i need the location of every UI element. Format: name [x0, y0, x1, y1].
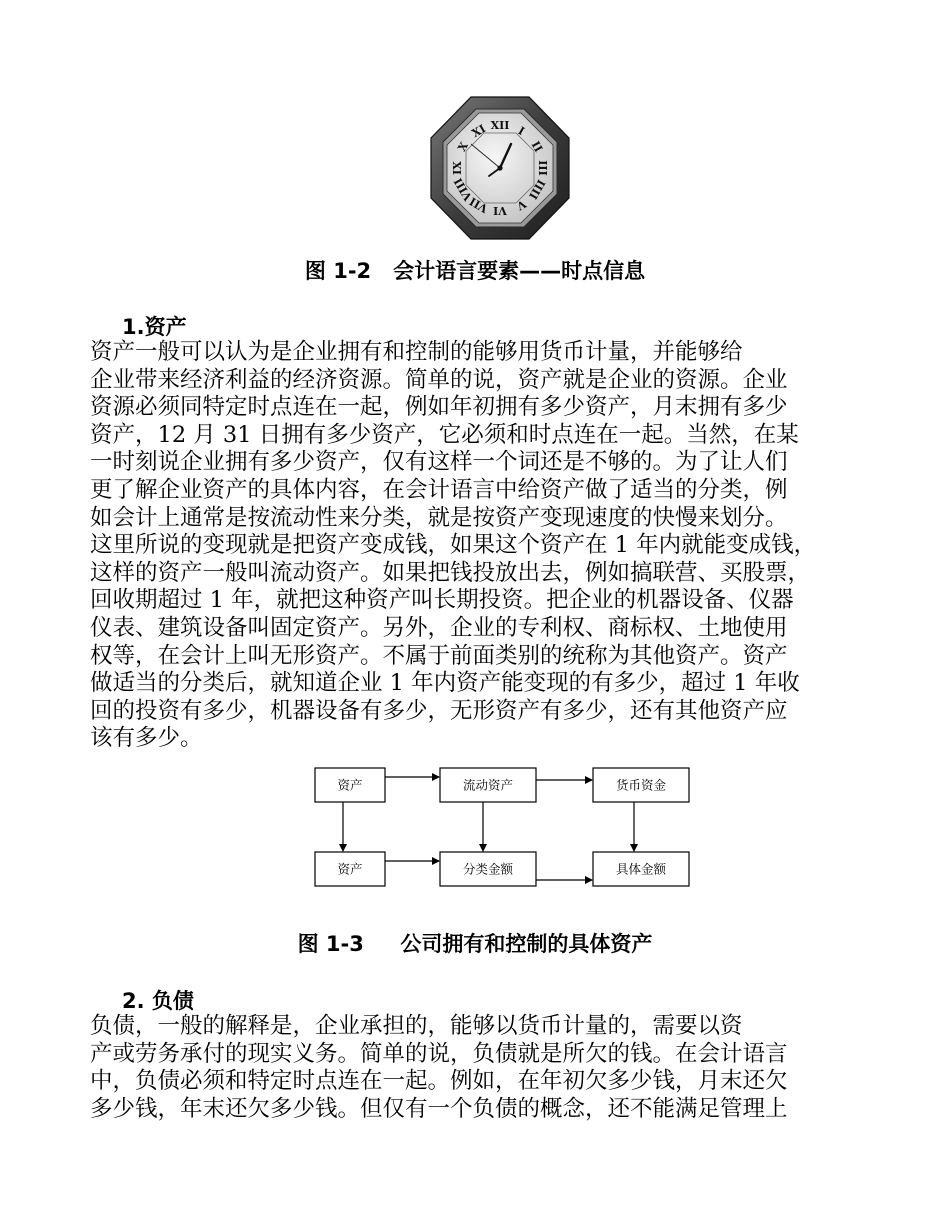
paragraph-line: 负债，一般的解释是，企业承担的，能够以货币计量的，需要以资 [90, 1013, 743, 1039]
clock-numeral: IIII [526, 177, 548, 202]
clock-numeral: VII [467, 194, 491, 216]
paragraph-line: 做适当的分类后，就知道企业 1 年内资产能变现的有多少，超过 1 年收 [90, 670, 800, 697]
clock-numeral: XII [490, 119, 510, 132]
clock-numeral: VI [493, 204, 507, 217]
figure-1-2-caption: 图 1-2 会计语言要素——时点信息 [304, 259, 646, 283]
section-2-paragraph [90, 1013, 890, 1123]
paragraph-line: 仪表、建筑设备叫固定资产。另外，企业的专利权、商标权、土地使用 [90, 614, 788, 641]
paragraph-line: 该有多少。 [90, 725, 203, 752]
paragraph-line: 回收期超过 1 年，就把这种资产叫长期投资。把企业的机器设备、仪器 [90, 587, 794, 614]
section-1-paragraph [90, 339, 890, 753]
clock-numeral: III [536, 160, 549, 176]
clock-numeral: IX [451, 161, 464, 175]
paragraph-line: 更了解企业资产的具体内容，在会计语言中给资产做了适当的分类，例 [90, 476, 788, 503]
paragraph-line: 这样的资产一般叫流动资产。如果把钱投放出去，例如搞联营、买股票， [90, 559, 811, 586]
section-1-heading: 1.资产 [122, 315, 187, 339]
clock-center-pin [497, 165, 502, 170]
paragraph-line: 资产一般可以认为是企业拥有和控制的能够用货币计量，并能够给 [90, 339, 743, 365]
paragraph-line: 资产，12 月 31 日拥有多少资产，它必须和时点连在一起。当然，在某 [90, 421, 799, 448]
box-bottom-left-label: 资产 [337, 861, 363, 877]
paragraph-line: 多少钱，年末还欠多少钱。但仅有一个负债的概念，还不能满足管理上 [90, 1095, 788, 1122]
box-bottom-right-label: 具体金额 [615, 861, 667, 877]
paragraph-line: 企业带来经济利益的经济资源。简单的说，资产就是企业的资源。企业 [90, 366, 788, 393]
paragraph-line: 中，负债必须和特定时点连在一起。例如，在年初欠多少钱，月末还欠 [90, 1068, 788, 1095]
paragraph-line: 权等，在会计上叫无形资产。不属于前面类别的统称为其他资产。资产 [90, 642, 788, 669]
clock-numeral: X [455, 139, 471, 154]
asset-flow-diagram [312, 765, 702, 891]
box-top-mid-label: 流动资产 [462, 777, 514, 793]
clock-numeral: II [528, 139, 546, 155]
box-bottom-mid-label: 分类金额 [462, 861, 514, 877]
box-top-left-label: 资产 [337, 777, 363, 793]
clock-numeral: I [515, 124, 527, 139]
paragraph-line: 这里所说的变现就是把资产变成钱，如果这个资产在 1 年内就能变成钱， [90, 532, 817, 559]
figure-1-3-caption: 图 1-3 公司拥有和控制的具体资产 [297, 932, 653, 956]
box-top-right-label: 货币资金 [615, 777, 667, 793]
paragraph-line: 产或劳务承付的现实义务。简单的说，负债就是所欠的钱。在会计语言 [90, 1040, 788, 1067]
octagonal-clock-illustration [430, 96, 570, 240]
clock-numeral: V [514, 197, 529, 213]
paragraph-line: 如会计上通常是按流动性来分类，就是按资产变现速度的快慢来划分。 [90, 504, 788, 531]
clock-numeral: VIII [451, 175, 475, 203]
paragraph-line: 回的投资有多少，机器设备有多少，无形资产有多少，还有其他资产应 [90, 697, 788, 724]
paragraph-line: 资源必须同特定时点连在一起，例如年初拥有多少资产，月末拥有多少 [90, 394, 788, 421]
clock-numeral: XI [469, 122, 488, 141]
section-2-heading: 2. 负债 [122, 989, 194, 1013]
paragraph-line: 一时刻说企业拥有多少资产，仅有这样一个词还是不够的。为了让人们 [90, 449, 788, 476]
